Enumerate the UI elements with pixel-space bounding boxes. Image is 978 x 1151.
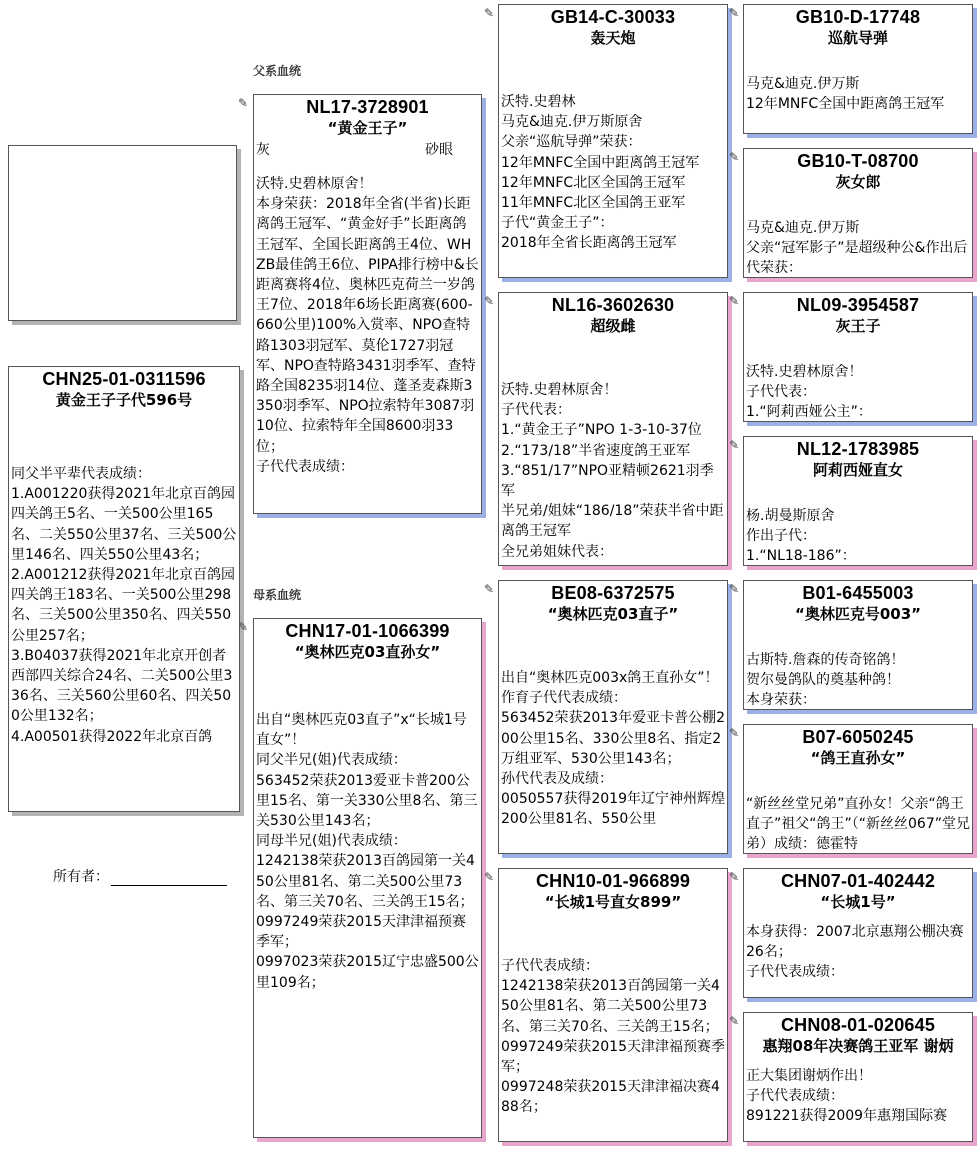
edit-icon[interactable]: ✎ [728, 1014, 740, 1028]
sd-card[interactable] [498, 292, 728, 566]
sss-text: 马克&迪克.伊万斯 12年MNFC全国中距离鸽王冠军 [746, 76, 945, 113]
ds-name: “奥林匹克03直子” [547, 605, 679, 623]
photo-box[interactable] [8, 145, 237, 321]
dsd-text: “新丝丝堂兄弟”直孙女！父亲“鸽王直子”祖父“鸽王”（“新丝丝067”堂兄弟）成绩：德霍特 [746, 796, 970, 853]
dss-text: 古斯特.詹森的传奇铭鸽！ 贺尔曼鸽队的奠基种鸽！ 本身荣获： [746, 652, 905, 709]
dd-name: “长城1号直女899” [544, 893, 682, 911]
sire-eye: 砂眼 [425, 142, 453, 158]
dds-card[interactable] [743, 868, 973, 998]
sds-text: 沃特.史碧林原舍！ 子代代表： 1.“阿莉西娅公主”： [746, 364, 872, 421]
ddd-ring: CHN08-01-020645 [780, 1015, 936, 1035]
sdd-name: 阿莉西娅直女 [812, 461, 903, 479]
dds-ring: CHN07-01-402442 [780, 871, 936, 891]
edit-icon[interactable]: ✎ [483, 294, 495, 308]
sd-text: 沃特.史碧林原舍！ 子代代表： 1.“黄金王子”NPO 1-3-10-37位 2.“173/18”半省速度鸽王亚军 3.“851/17”NPO亚精顿2621羽季军 半兄弟/姐妹“186/18”荣获半省中距离鸽王冠军 全兄弟姐妹代表： [501, 382, 724, 560]
edit-icon[interactable]: ✎ [728, 726, 740, 740]
edit-icon[interactable]: ✎ [237, 96, 249, 110]
ds-ring: BE08-6372575 [551, 583, 675, 603]
dds-text: 本身获得：2007北京惠翔公棚决赛26名； 子代代表成绩： [746, 924, 964, 981]
ds-card[interactable] [498, 580, 728, 854]
ss-card[interactable] [498, 4, 728, 278]
edit-icon[interactable]: ✎ [483, 870, 495, 884]
owner-line[interactable] [111, 871, 227, 886]
ssd-card[interactable] [743, 148, 973, 278]
edit-icon[interactable]: ✎ [728, 294, 740, 308]
subject-card[interactable] [8, 366, 240, 812]
dss-card[interactable] [743, 580, 973, 710]
ddd-name: 惠翔08年决赛鸽王亚军 谢炳 [762, 1037, 954, 1055]
dss-name: “奥林匹克号003” [794, 605, 922, 623]
paternal-label: 父系血统 [253, 64, 302, 78]
dsd-ring: B07-6050245 [802, 727, 914, 747]
subject-ring: CHN25-01-0311596 [42, 369, 206, 389]
dam-card[interactable] [253, 618, 482, 1138]
edit-icon[interactable]: ✎ [728, 582, 740, 596]
dds-name: “长城1号” [820, 893, 896, 911]
ddd-text: 正大集团谢炳作出！ 子代代表成绩： 891221获得2009年惠翔国际赛 [746, 1068, 948, 1125]
edit-icon[interactable]: ✎ [728, 438, 740, 452]
dam-text: 出自“奥林匹克03直子”x“长城1号直女”！ 同父半兄(姐)代表成绩： 563452荣获2013爱亚卡普200公里15名、第一关330公里8名、第三关530公里143名； 同母半兄(姐)代表成绩： 1242138荣获2013百鸽园第一关450公里81名、第二关500公里73名、第三关70名、三关鸽王15名； 0997249荣获2015天津津福预赛季军； 0997023荣获2015辽宁忠盛500公里109名； [256, 712, 479, 991]
dam-ring: CHN17-01-1066399 [285, 621, 450, 641]
sire-ring: NL17-3728901 [306, 97, 429, 117]
edit-icon[interactable]: ✎ [728, 6, 740, 20]
dam-name: “奥林匹克03直孙女” [294, 643, 441, 661]
sds-card[interactable] [743, 292, 973, 422]
ssd-ring: GB10-T-08700 [797, 151, 919, 171]
dd-ring: CHN10-01-966899 [535, 871, 691, 891]
dss-ring: B01-6455003 [802, 583, 914, 603]
dsd-name: “鸽王直孙女” [810, 749, 906, 767]
subject-text: 同父半平辈代表成绩： 1.A001220获得2021年北京百鸽园四关鸽王5名、一关500公里165名、二关550公里37名、三关500公里146名、四关550公里43名； 2.A001212获得2021年北京百鸽园四关鸽王183名、一关500公里298名、三关500公里350名、四关550公里257名； 3.B04037获得2021年北京开创者西部四关综合24名、二关500公里336名、三关560公里60名、四关500公里132名； 4.A00501获得2022年北京百鸽 [11, 466, 237, 745]
dd-card[interactable] [498, 868, 728, 1142]
edit-icon[interactable]: ✎ [728, 150, 740, 164]
sire-color: 灰 [256, 142, 270, 158]
sire-color-eye [254, 138, 481, 160]
dsd-card[interactable] [743, 724, 973, 854]
edit-icon[interactable]: ✎ [483, 582, 495, 596]
ss-ring: GB14-C-30033 [550, 7, 676, 27]
owner-field [53, 866, 227, 886]
edit-icon[interactable]: ✎ [728, 870, 740, 884]
dd-text: 子代代表成绩： 1242138荣获2013百鸽园第一关450公里81名、第二关500公里73名、第三关70名、三关鸽王15名； 0997249荣获2015天津津福预赛季军； 0997248荣获2015天津津福决赛488名； [501, 958, 725, 1116]
sds-ring: NL09-3954587 [796, 295, 920, 315]
sdd-card[interactable] [743, 436, 973, 566]
ss-text: 沃特.史碧林 马克&迪克.伊万斯原舍 父亲“巡航导弹”荣获： 12年MNFC全国中距离鸽王冠军 12年MNFC北区全国鸽王冠军 11年MNFC北区全国鸽王亚军 子代“黄金王子”： 2018年全省长距离鸽王冠军 [501, 94, 700, 252]
ds-text: 出自“奥林匹克003x鸽王直孙女”！作育子代代表成绩： 563452荣获2013年爱亚卡普公棚200公里15名、330公里8名、指定2万组亚军、530公里143名； 孙代代表及成绩： 0050557获得2019年辽宁神州辉煌200公里81名、550公里 [501, 670, 725, 828]
sire-text: 沃特.史碧林原舍！ 本身荣获：2018年全省(半省)长距离鸽王冠军、“黄金好手”长距离鸽王冠军、全国长距离鸽王4位、WHZB最佳鸽王6位、PIPA排行榜中&长距离赛将4位、奥林匹克荷兰一岁鸽王7位、2018年6场长距离赛(600-660公里)100%入赏率、NPO查特路1303羽冠军、莫伦1727羽冠军、NPO查特路3431羽季军、查特路全国8235羽14位、蓬圣麦森斯3350羽季军、NPO拉索特年3087羽10位、拉索特年全国8600羽33位； 子代代表成绩： [256, 176, 479, 475]
sd-ring: NL16-3602630 [551, 295, 675, 315]
sss-name: 巡航导弹 [827, 29, 888, 47]
edit-icon[interactable]: ✎ [483, 6, 495, 20]
ssd-name: 灰女郎 [835, 173, 881, 191]
ss-name: 轰天炮 [590, 29, 636, 47]
sds-name: 灰王子 [835, 317, 881, 335]
sdd-text: 杨.胡曼斯原舍 作出子代： 1.“NL18-186”： [746, 508, 856, 565]
edit-icon[interactable]: ✎ [237, 620, 249, 634]
maternal-label: 母系血统 [253, 588, 302, 602]
owner-label: 所有者： [53, 869, 109, 885]
ssd-text: 马克&迪克.伊万斯 父亲“冠军影子”是超级种公&作出后代荣获： [746, 220, 968, 277]
subject-name: 黄金王子子代596号 [55, 391, 193, 409]
sire-name: “黄金王子” [327, 119, 408, 137]
sire-card[interactable] [253, 94, 482, 514]
sdd-ring: NL12-1783985 [796, 439, 920, 459]
sd-name: 超级雌 [590, 317, 636, 335]
sss-card[interactable] [743, 4, 973, 134]
sss-ring: GB10-D-17748 [795, 7, 921, 27]
ddd-card[interactable] [743, 1012, 973, 1142]
